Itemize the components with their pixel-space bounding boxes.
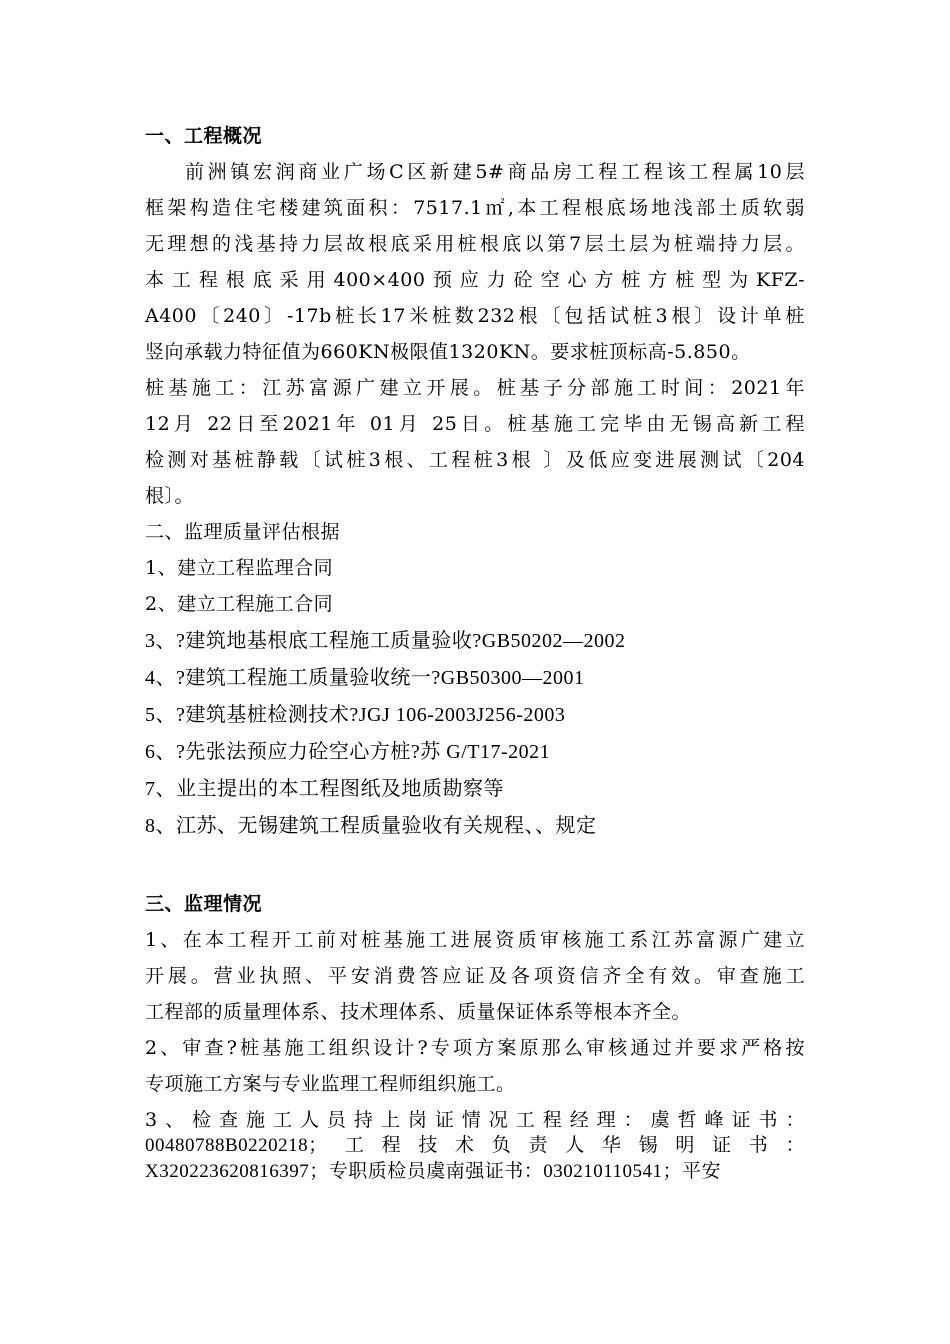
list-item: 1、建立工程监理合同 <box>145 557 334 579</box>
paragraph-line: 竖向承载力特征值为660KN极限值1320KN。要求桩顶标高-5.850。 <box>145 341 751 363</box>
paragraph-line: 本工程根底采用400×400预应力砼空心方桩方桩型为KFZ- <box>145 269 805 291</box>
paragraph-line: X320223620816397；专职质检员虞南强证书：030210110541；平安 <box>145 1161 722 1182</box>
list-item: 2、建立工程施工合同 <box>145 593 334 615</box>
list-item: 8、江苏、无锡建筑工程质量验收有关规程、、规定 <box>145 815 597 837</box>
list-item: 6、?先张法预应力砼空心方桩?苏 G/T17-2021 <box>145 741 551 763</box>
paragraph-line: 开展。营业执照、平安消费答应证及各项资信齐全有效。审查施工 <box>145 965 805 987</box>
paragraph-line: 00480788B0220218；工程技术负责人华锡明证书： <box>145 1135 805 1156</box>
paragraph-line: 2、审查?桩基施工组织设计?专项方案原那么审核通过并要求严格按 <box>145 1037 805 1059</box>
paragraph-line: 框架构造住宅楼建筑面积：7517.1㎡,本工程根底场地浅部土质软弱 <box>145 197 805 219</box>
paragraph-line: 检测对基桩静载〔试桩3根、工程桩3根 〕及低应变进展测试〔204 <box>145 449 805 471</box>
list-item: 7、业主提出的本工程图纸及地质勘察等 <box>145 778 504 800</box>
list-item: 3、?建筑地基根底工程施工质量验收?GB50202—2002 <box>145 630 626 652</box>
paragraph-line: 工程部的质量理体系、技术理体系、质量保证体系等根本齐全。 <box>145 1001 692 1023</box>
section-heading-basis: 二、监理质量评估根据 <box>145 521 341 543</box>
paragraph-line: 前洲镇宏润商业广场C区新建5#商品房工程工程该工程属10层 <box>185 161 805 183</box>
paragraph-line: 桩基施工：江苏富源广建立开展。桩基子分部施工时间：2021年 <box>145 377 805 399</box>
paragraph-line: 根〕。 <box>145 485 195 507</box>
section-heading-supervision: 三、监理情况 <box>145 893 263 915</box>
list-item: 5、?建筑基桩检测技术?JGJ 106-2003J256-2003 <box>145 704 566 726</box>
paragraph-line: 3、检查施工人员持上岗证情况工程经理：虞哲峰证书： <box>145 1109 805 1131</box>
section-heading-overview: 一、工程概况 <box>145 125 263 147</box>
paragraph-line: 专项施工方案与专业监理工程师组织施工。 <box>145 1073 516 1095</box>
list-item: 4、?建筑工程施工质量验收统一?GB50300—2001 <box>145 667 585 689</box>
paragraph-line: 1、在本工程开工前对桩基施工进展资质审核施工系江苏富源广建立 <box>145 929 805 951</box>
paragraph-line: 无理想的浅基持力层故根底采用桩根底以第7层土层为桩端持力层。 <box>145 233 805 255</box>
paragraph-line: A400〔240〕-17b桩长17米桩数232根〔包括试桩3根〕设计单桩 <box>145 305 805 327</box>
paragraph-line: 12月 22日至2021年 01月 25日。桩基施工完毕由无锡高新工程 <box>145 413 805 435</box>
